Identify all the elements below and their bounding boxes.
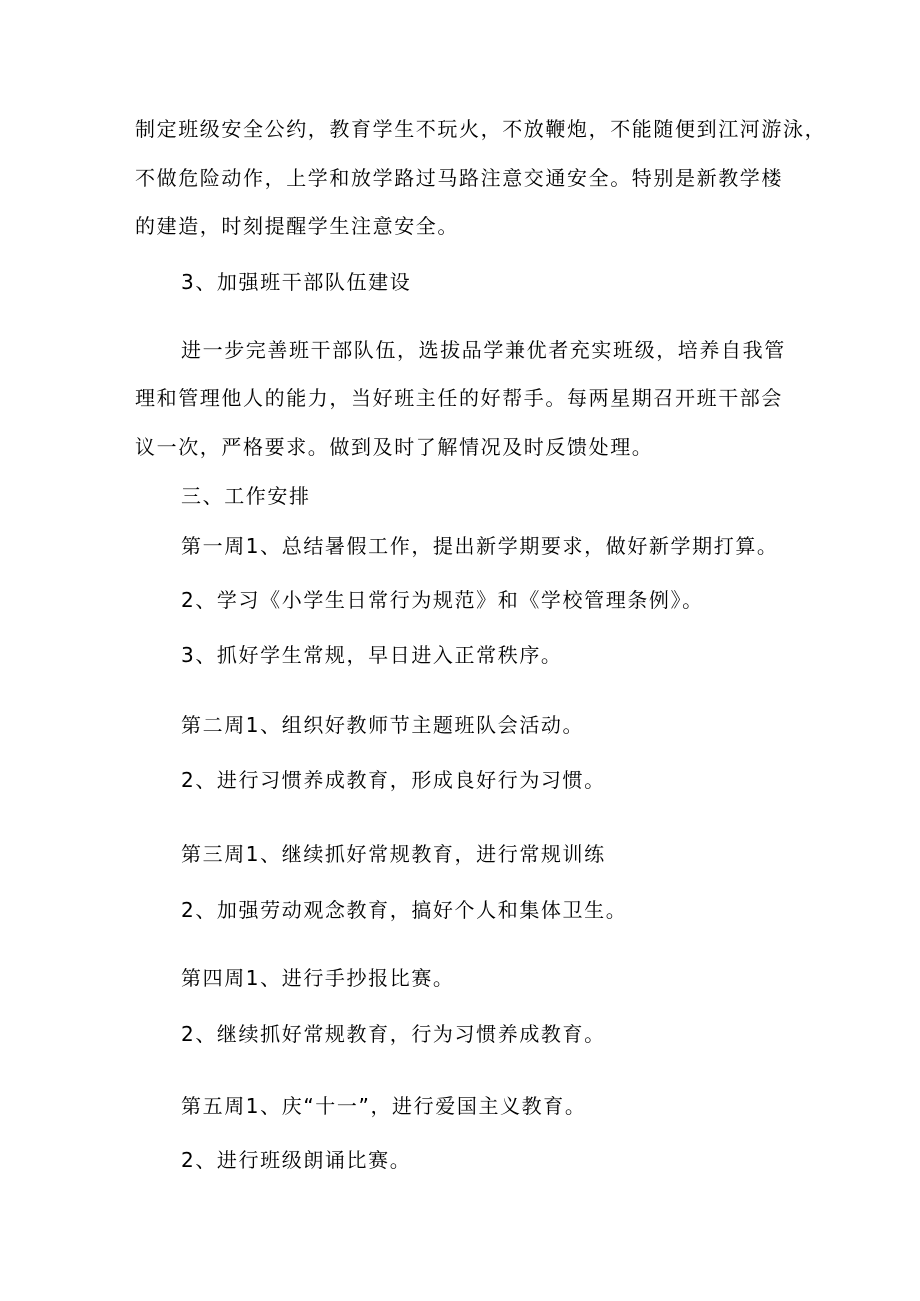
schedule-line: 2、加强劳动观念教育，搞好个人和集体卫生。 [181,898,628,922]
section-heading: 三、工作安排 [181,484,311,508]
schedule-line: 2、学习《小学生日常行为规范》和《学校管理条例》。 [181,588,704,612]
schedule-line: 2、进行班级朗诵比赛。 [181,1148,412,1172]
paragraph-line: 理和管理他人的能力，当好班主任的好帮手。每两星期召开班干部会 [135,386,783,410]
schedule-line: 2、进行习惯养成教育，形成良好行为习惯。 [181,768,606,792]
schedule-line: 第五周1、庆“十一”，进行爱国主义教育。 [181,1094,587,1118]
schedule-line: 3、抓好学生常规，早日进入正常秩序。 [181,643,563,667]
paragraph-line: 制定班级安全公约，教育学生不玩火，不放鞭炮，不能随便到江河游泳， [135,117,827,141]
schedule-line: 2、继续抓好常规教育，行为习惯养成教育。 [181,1022,606,1046]
paragraph-line: 进一步完善班干部队伍，选拔品学兼优者充实班级，培养自我管 [181,338,786,362]
section-heading: 3、加强班干部队伍建设 [181,270,412,294]
paragraph-line: 议一次，严格要求。做到及时了解情况及时反馈处理。 [135,435,654,459]
paragraph-line: 的建造，时刻提醒学生注意安全。 [135,214,459,238]
schedule-line: 第三周1、继续抓好常规教育，进行常规训练 [181,842,606,866]
schedule-line: 第一周1、总结暑假工作，提出新学期要求，做好新学期打算。 [181,534,779,558]
schedule-line: 第二周1、组织好教师节主题班队会活动。 [181,713,585,737]
paragraph-line: 不做危险动作，上学和放学路过马路注意交通安全。特别是新教学楼 [135,166,783,190]
schedule-line: 第四周1、进行手抄报比赛。 [181,966,455,990]
